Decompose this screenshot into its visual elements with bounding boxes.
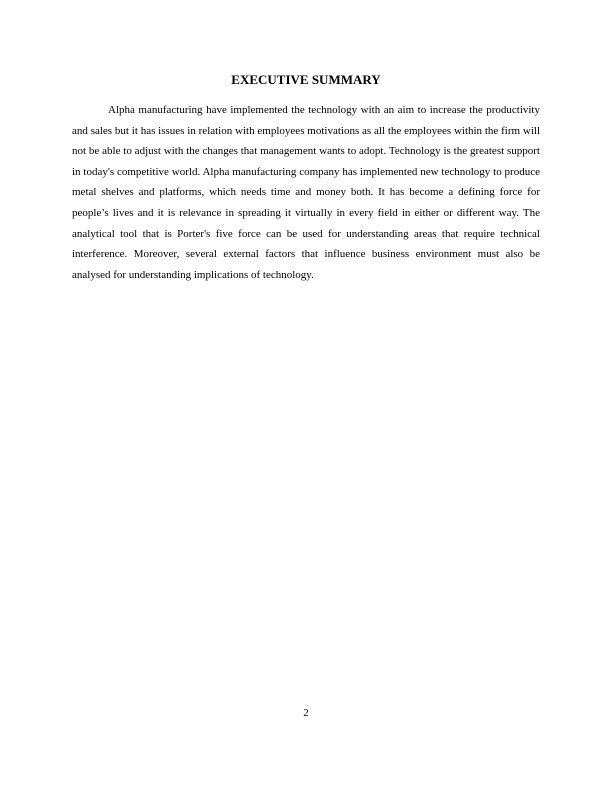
section-heading: EXECUTIVE SUMMARY [231,72,381,87]
summary-paragraph: Alpha manufacturing have implemented the technology with an aim to increase the productivity and sales but it has issues in relation with employees motivations as all the employees within the firm will not be able to adjust with the changes that management wants to adopt. Technology is the greatest support in today's competitive world. Alpha manufacturing company has implemented new technology to produce metal shelves and platforms, which needs time and money both. It has become a defining force for people’s lives and it is relevance in spreading it virtually in every field in either or different way. The analytical tool that is Porter's five force can be used for understanding areas that require technical interference. Moreover, several external factors that influence business environment must also be analysed for understanding implications of technology. [72,104,540,281]
page-number: 2 [303,707,309,719]
